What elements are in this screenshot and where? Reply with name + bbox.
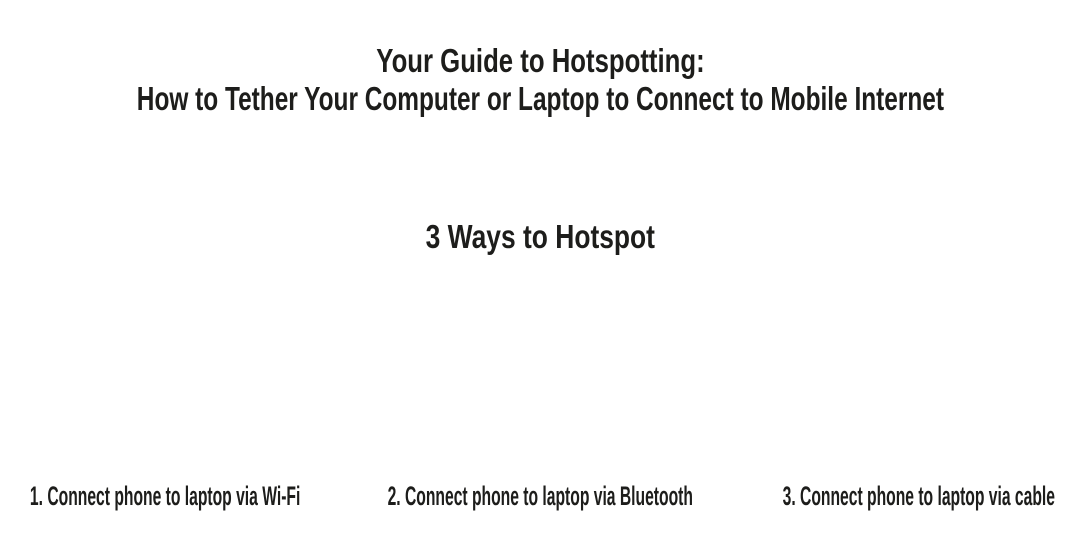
step-caption-wifi-label: 1. Connect phone to laptop via Wi-Fi (29, 481, 301, 511)
page-title-row-1 (0, 42, 1080, 80)
page-title-line2: How to Tether Your Computer or Laptop to Connect to Mobile Internet (136, 80, 944, 117)
page-title-row-2 (0, 80, 1080, 118)
page-title-line1: Your Guide to Hotspotting: (375, 42, 705, 79)
section-heading-text: 3 Ways to Hotspot (425, 218, 655, 255)
page-title (0, 42, 1080, 118)
section-heading (0, 218, 1080, 256)
step-caption-bluetooth-label: 2. Connect phone to laptop via Bluetooth (387, 481, 693, 511)
step-caption-cable-label: 3. Connect phone to laptop via cable (782, 481, 1056, 511)
step-caption-cable (599, 481, 1080, 511)
